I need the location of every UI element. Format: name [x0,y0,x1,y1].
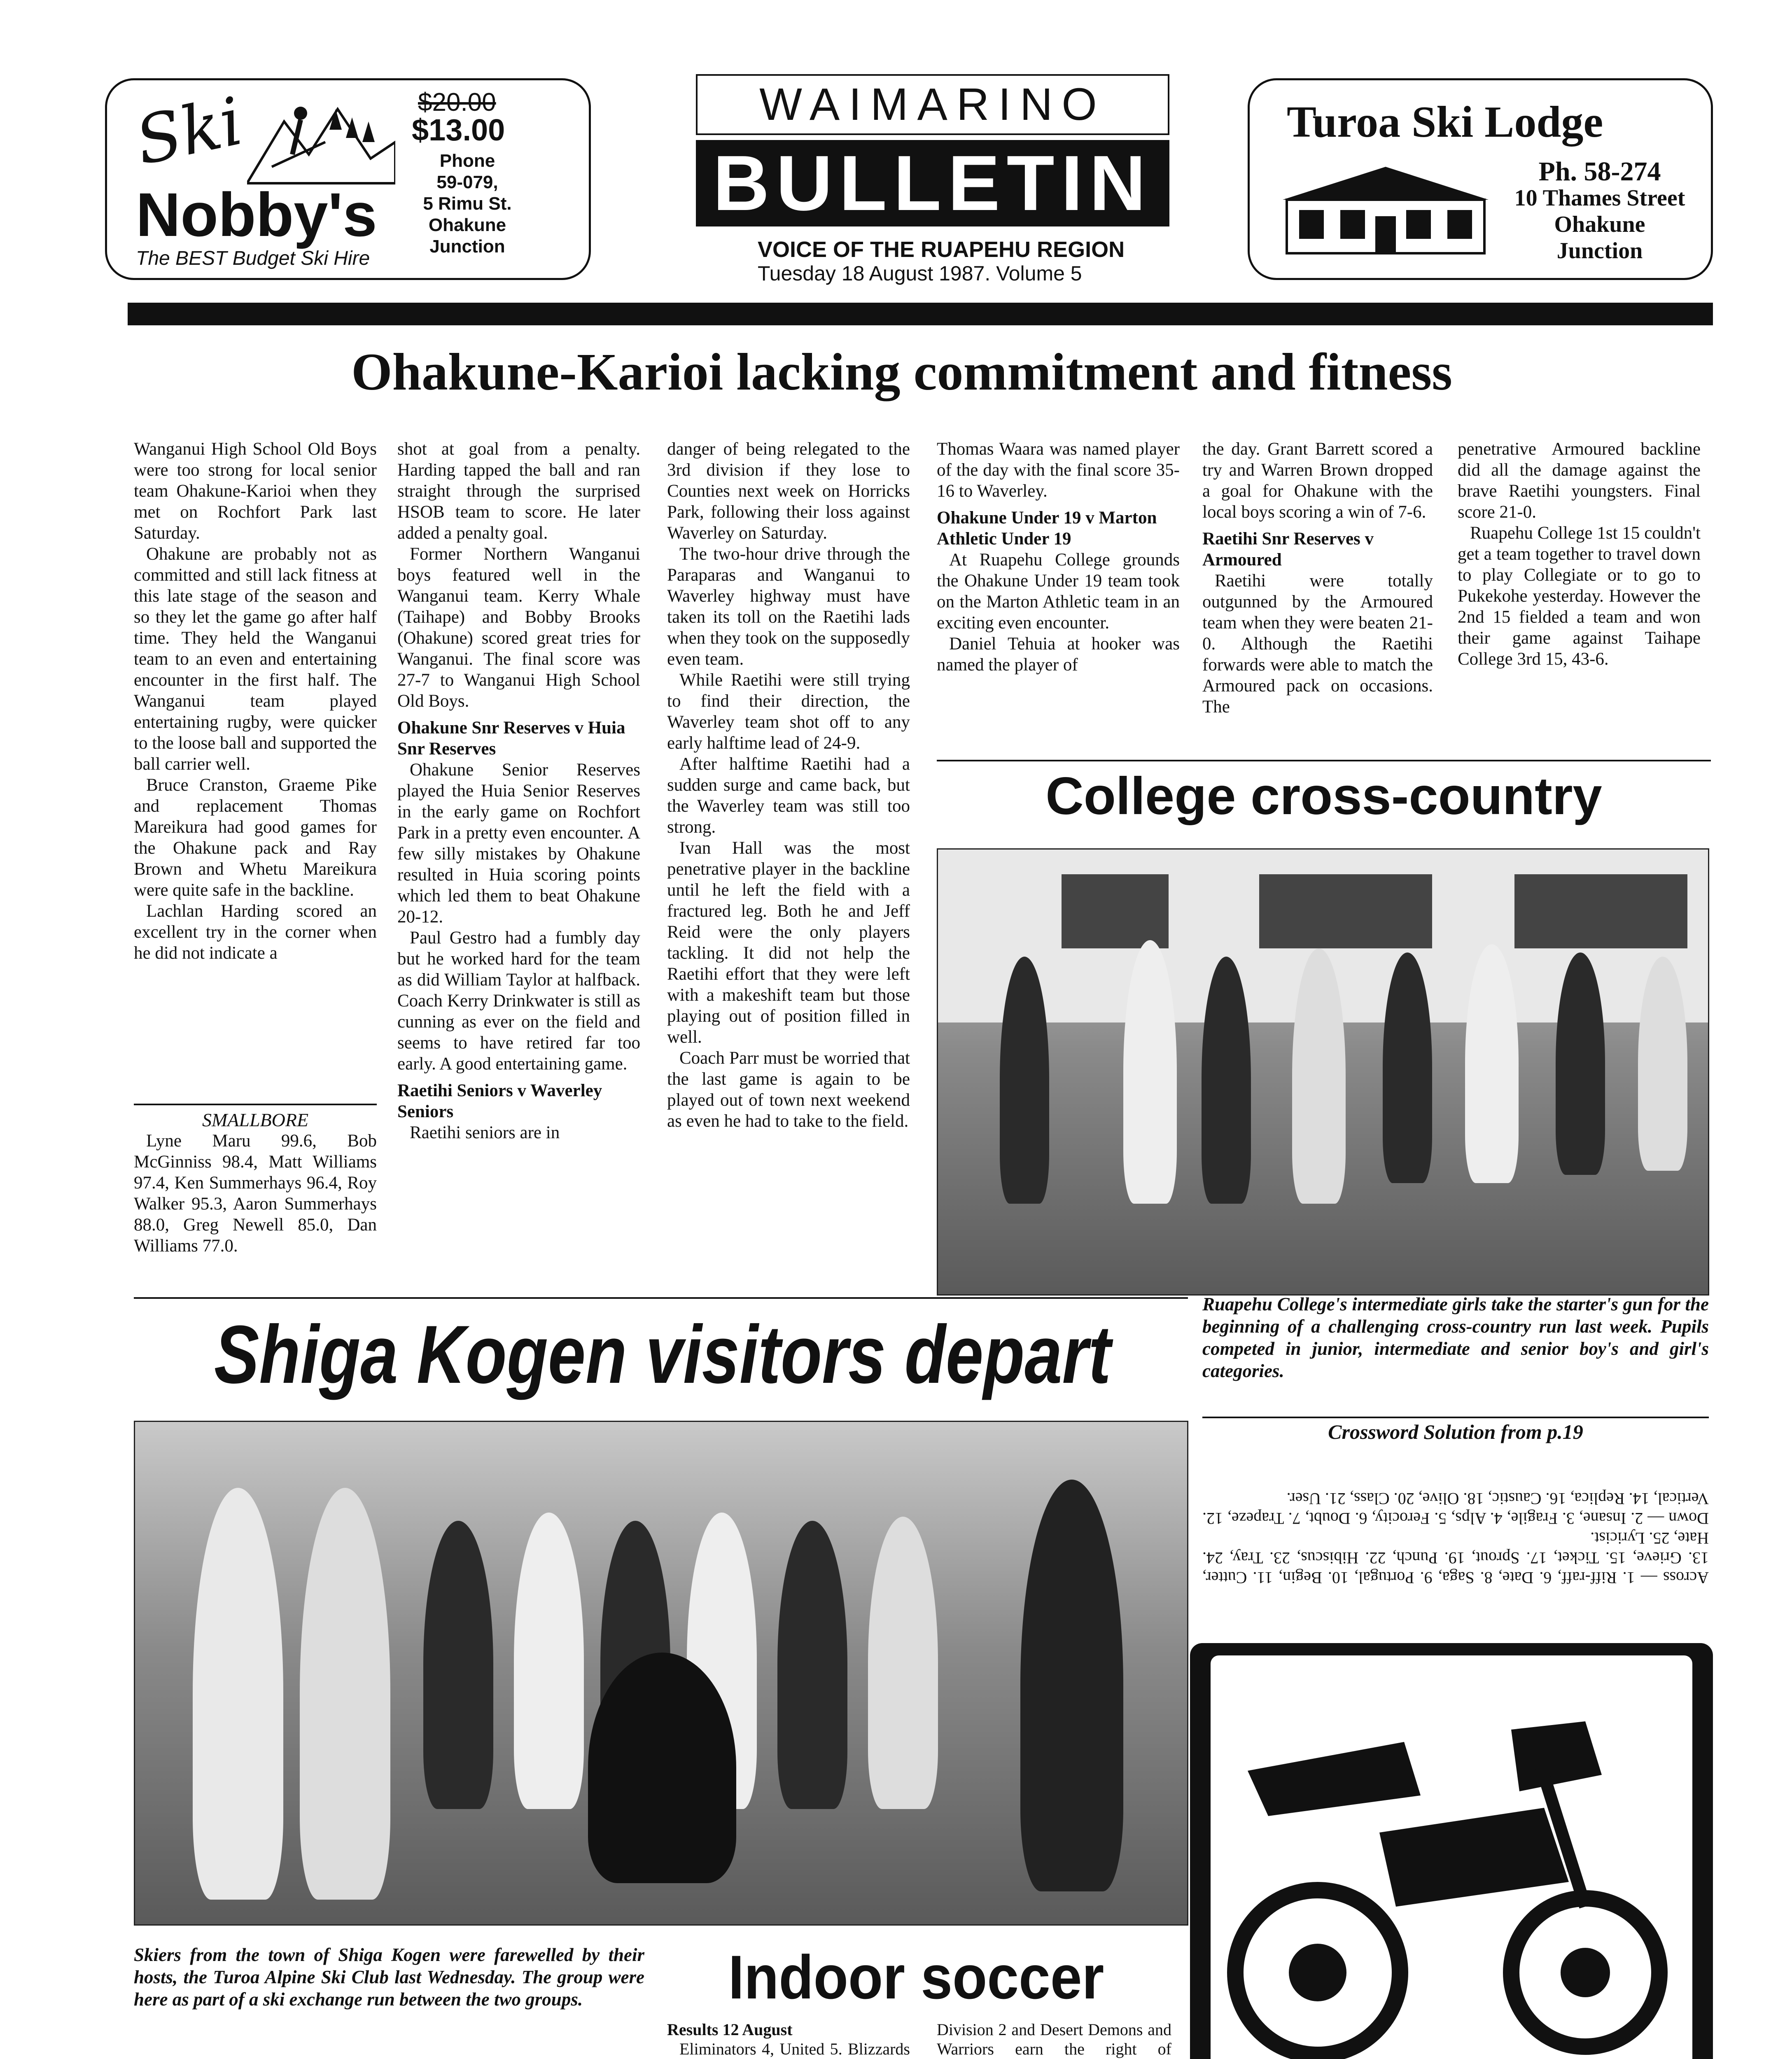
motorcycle-ad [1190,1643,1713,2059]
paragraph: Ruapehu College 1st 15 couldn't get a team together to travel down to play Collegiate or to go to Pukekohe yesterday. However the 2nd 15 fielded a team and won their game against Taihape College 3rd 15, 43-6. [1458,523,1701,669]
motorcycle-icon [1223,1676,1680,2059]
crossword-title: Crossword Solution from p.19 [1202,1417,1709,1444]
shiga-photo [134,1421,1188,1926]
paragraph: Former Northern Wanganui boys featured well in the Wanganui team. Kerry Whale (Taihape) and Bobby Brooks (Ohakune) scored great tries for Wanganui. The final score was 27-7 to Wanganui High School Old Boys. [397,544,640,711]
address-line: Junction [429,236,505,257]
lead-column-3 [667,439,910,1132]
visitor [777,1521,847,1809]
crosscountry-headline: College cross-country [1045,767,1602,826]
masthead-title-top: WAIMARINO [696,74,1169,135]
soccer-headline: Indoor soccer [728,1942,1104,2012]
phone-number: 59-079, [436,172,498,192]
runner [1638,957,1687,1171]
crosscountry-photo [937,848,1709,1296]
crossword-down: Down — 2. Insane, 3. Fragile, 4. Alps, 5. Ferocity, 6. Doubt, 7. Trapeze, 12. Vertical, 14. Replica, 16. Caustic, 18. Olive, 20. Class, 21. User. [1202,1489,1709,1528]
paragraph: At Ruapehu College grounds the Ohakune Under 19 team took on the Marton Athletic team in an exciting even encounter. [937,550,1180,633]
kneeling-man [588,1653,736,1883]
paragraph: danger of being relegated to the 3rd division if they lose to Counties next week on Horricks Park, following their loss against Waverley on Saturday. [667,439,910,543]
phone-label: Phone [439,151,495,171]
paragraph: the day. Grant Barrett scored a try and Warren Brown dropped a goal for Ohakune with the local boys scoring a win of 7-6. [1202,439,1433,522]
crosscountry-caption: Ruapehu College's intermediate girls take the starter's gun for the beginning of a challenging cross-country run last week. Pupils competed in junior, intermediate and senior boy's and girl's categories. [1202,1294,1709,1381]
lead-column-2 [397,439,640,1143]
paragraph: Daniel Tehuia at hooker was named the player of [937,634,1180,675]
shiga-rule [134,1297,1188,1299]
host-person [1020,1480,1123,1891]
masthead [696,74,1169,288]
subheading: Ohakune Snr Reserves v Huia Snr Reserves [397,718,625,759]
runner [1465,944,1519,1183]
runner [1556,952,1605,1175]
paragraph: Lachlan Harding scored an excellent try in the corner when he did not indicate a [134,901,377,963]
masthead-title-main: BULLETIN [696,140,1169,226]
nobbys-name: Nobby's [136,180,377,249]
crosscountry-rule [937,760,1711,761]
runner [1292,948,1346,1204]
runner [1202,957,1251,1204]
nobbys-ad [105,78,591,280]
masthead-rule [128,303,1713,325]
soccer-column-2 [937,2020,1171,2059]
subheading: Raetihi Seniors v Waverley Seniors [397,1081,602,1121]
visitor [423,1521,493,1809]
price: $13.00 [412,113,505,147]
masthead-date: Tuesday 18 August 1987. Volume 5 [758,262,1082,285]
runner [1383,952,1432,1183]
smallbore-box [134,1104,377,1256]
subheading: Ohakune Under 19 v Marton Athletic Under 19 [937,508,1157,549]
nobbys-contact [412,150,523,257]
paragraph: Ohakune are probably not as committed and still lack fitness at this late stage of the season and so they let the game go after half time. They held the Wanganui team to an even and entertaining encounter in the first half. The Wanganui team played entertaining rugby, were quicker to the loose ball and supported the ball carrier well. [134,544,377,774]
visitor [868,1517,938,1809]
lead-column-5 [1202,439,1433,717]
building-window [1514,874,1687,948]
host-person [193,1488,283,1900]
subheading: Results 12 August [667,2020,793,2039]
paragraph: Wanganui High School Old Boys were too strong for local senior team Ohakune-Karioi when they met on Rochfort Park last Saturday. [134,439,377,543]
shiga-headline: Shiga Kogen visitors depart [214,1309,1111,1401]
runner [1000,957,1049,1204]
building-window [1259,874,1432,948]
lead-headline: Ohakune-Karioi lacking commitment and fitness [351,343,1452,401]
shiga-caption: Skiers from the town of Shiga Kogen were farewelled by their hosts, the Turoa Alpine Ski Club last Wednesday. The group were here as part of a ski exchange run between the two groups. [134,1945,644,2010]
nobbys-tagline: The BEST Budget Ski Hire [136,247,370,269]
turoa-name: Turoa Ski Lodge [1287,98,1603,147]
visitor [514,1513,584,1809]
smallbore-title: SMALLBORE [202,1109,309,1130]
turoa-phone: Ph. 58-274 [1538,156,1661,187]
paragraph: penetrative Armoured backline did all the damage against the brave Raetihi youngsters. Final score 21-0. [1458,439,1701,522]
turoa-lodge-ad [1248,78,1713,280]
paragraph: Raetihi were totally outgunned by the Armoured team when they were beaten 21-0. Although the Raetihi forwards were able to match the Armoured pack on occasions. The [1202,571,1433,717]
soccer-column-1 [667,2020,910,2059]
address-line: Ohakune [1554,212,1645,237]
paragraph: Division 2 and Desert Demons and Warriors earn the right of [937,2020,1171,2058]
turoa-contact [1505,156,1694,264]
smallbore-results: Lyne Maru 99.6, Bob McGinniss 98.4, Matt Williams 97.4, Ken Summerhays 96.4, Roy Walker 95.3, Aaron Summerhays 88.0, Greg Newell 85.0, Dan Williams 77.0. [134,1131,377,1256]
crossword-across: Across — 1. Riff-raff, 6. Date, 8. Saga, 9. Portugal, 10. Begin, 11. Cutter, 13. Grieve, 15. Ticket, 17. Sprout, 19. Punch, 22. Hibiscus, 23. Tray, 24. Hate, 25. Lyricist. [1202,1529,1709,1587]
address-line: 10 Thames Street [1514,185,1685,211]
masthead-subtitle: VOICE OF THE RUAPEHU REGION [758,237,1125,262]
ski-logo-script: Ski [129,82,249,180]
paragraph: Ohakune Senior Reserves played the Huia Senior Reserves in the early game on Rochfort Park in a pretty even encounter. A few silly mistakes by Ohakune resulted in Huia scoring points which led them to beat Ohakune 20-12. [397,760,640,927]
lodge-building-icon [1274,163,1497,257]
lead-column-4 [937,439,1180,675]
address-line: Ohakune [428,215,506,235]
paragraph: While Raetihi were still trying to find their direction, the Waverley team shot off to any early halftime lead of 24-9. [667,670,910,753]
crossword-solution [1202,1447,1709,1587]
paragraph: Thomas Waara was named player of the day with the final score 35-16 to Waverley. [937,439,1180,501]
paragraph: Paul Gestro had a fumbly day but he worked hard for the team as did William Taylor at halfback. Coach Kerry Drinkwater is still as cunning as ever on the field and seems to have retired far too early. A good entertaining game. [397,928,640,1074]
paragraph: Eliminators 4, United 5. Blizzards [679,2040,910,2058]
address-line: 5 Rimu St. [423,194,512,214]
paragraph: Ivan Hall was the most penetrative player in the backline until he left the field with a fractured leg. Both he and Jeff Reid were the only players tackling. It did not help the Raetihi effort that they were left with a makeshift team but those playing out of position filled in well. [667,838,910,1047]
address-line: Junction [1556,238,1643,264]
old-price: $20.00 [418,88,496,117]
subheading: Raetihi Snr Reserves v Armoured [1202,529,1374,570]
runner [1123,940,1177,1204]
building-window [1062,874,1169,948]
paragraph: Bruce Cranston, Graeme Pike and replacement Thomas Mareikura had good games for the Ohakune pack and Ray Brown and Whetu Mareikura were quite safe in the backline. [134,775,377,900]
host-person [300,1488,390,1900]
paragraph: shot at goal from a penalty. Harding tapped the ball and ran straight through the surprised HSOB team to score. He later added a penalty goal. [397,439,640,543]
paragraph: The two-hour drive through the Paraparas and Wanganui to Waverley highway must have taken its toll on the Raetihi lads when they took on the supposedly even team. [667,544,910,669]
paragraph: After halftime Raetihi had a sudden surge and came back, but the Waverley team was still too strong. [667,754,910,837]
skier-mountain-icon [247,93,395,191]
paragraph: Coach Parr must be worried that the last game is again to be played out of town next weekend as even he had to take to the field. [667,1048,910,1131]
lead-column-1 [134,439,377,964]
paragraph: Raetihi seniors are in [410,1123,560,1142]
lead-column-6 [1458,439,1701,670]
